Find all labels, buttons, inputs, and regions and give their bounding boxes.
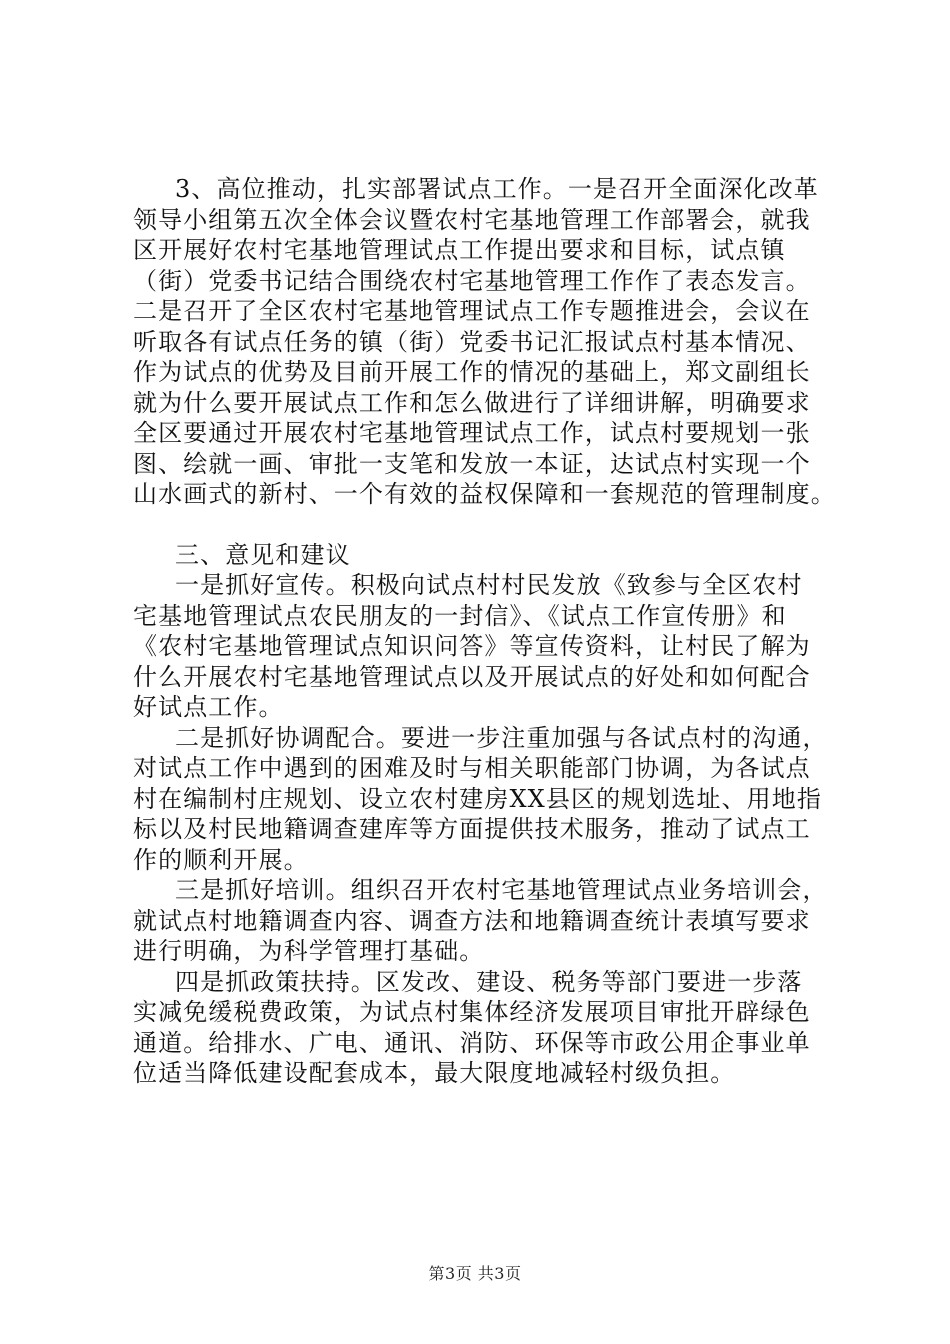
text-line: 什么开展农村宅基地管理试点以及开展试点的好处和如何配合 — [133, 662, 811, 691]
text-line: 《农村宅基地管理试点知识问答》等宣传资料，让村民了解为 — [133, 632, 811, 660]
text-line: 通道。给排水、广电、通讯、消防、环保等市政公用企事业单 — [133, 1028, 811, 1057]
text-line: 好试点工作。 — [133, 693, 284, 721]
text-line: 位适当降低建设配套成本，最大限度地减轻村级负担。 — [133, 1059, 736, 1087]
text-line: 就试点村地籍调查内容、调查方法和地籍调查统计表填写要求 — [133, 906, 811, 935]
text-line: 三是抓好培训。组织召开农村宅基地管理试点业务培训会， — [175, 876, 828, 904]
paragraph-publicity — [133, 570, 833, 723]
text-line: 领导小组第五次全体会议暨农村宅基地管理工作部署会，就我 — [133, 205, 811, 234]
text-line: 二是抓好协调配合。要进一步注重加强与各试点村的沟通， — [175, 723, 828, 752]
text-line: 四是抓政策扶持。区发改、建设、税务等部门要进一步落 — [175, 967, 803, 996]
section-heading-suggestions — [133, 540, 833, 571]
paragraph-policy-support — [133, 967, 833, 1089]
text-line: 区开展好农村宅基地管理试点工作提出要求和目标，试点镇 — [133, 236, 786, 264]
paragraph-deployment — [133, 174, 836, 510]
text-line: 就为什么要开展试点工作和怎么做进行了详细讲解，明确要求 — [133, 388, 811, 417]
text-line: 听取各有试点任务的镇（街）党委书记汇报试点村基本情况、 — [133, 327, 811, 356]
text-line: 进行明确，为科学管理打基础。 — [133, 937, 485, 965]
page-number-footer: 第3页 共3页 — [428, 1264, 522, 1283]
text-line: 作为试点的优势及目前开展工作的情况的基础上，郑文副组长 — [133, 358, 811, 386]
paragraph-training — [133, 875, 833, 967]
text-line: （街）党委书记结合围绕农村宅基地管理工作作了表态发言。 — [133, 266, 811, 295]
text-line: 作的顺利开展。 — [133, 845, 309, 874]
text-line: 一是抓好宣传。积极向试点村村民发放《致参与全区农村 — [175, 571, 803, 599]
text-line: 二是召开了全区农村宅基地管理试点工作专题推进会，会议在 — [133, 297, 811, 325]
heading-line: 三、意见和建议 — [175, 540, 351, 569]
text-line: 3、高位推动，扎实部署试点工作。一是召开全面深化改革 — [175, 175, 819, 203]
text-line: 宅基地管理试点农民朋友的一封信》、《试点工作宣传册》和 — [133, 601, 787, 630]
document-body — [133, 174, 836, 1089]
text-line: 山水画式的新村、一个有效的益权保障和一套规范的管理制度。 — [133, 480, 836, 508]
text-line: 实减免缓税费政策，为试点村集体经济发展项目审批开辟绿色 — [133, 998, 811, 1026]
text-line: 标以及村民地籍调查建库等方面提供技术服务，推动了试点工 — [133, 815, 811, 843]
text-line: 村在编制村庄规划、设立农村建房XX县区的规划选址、用地指 — [133, 784, 822, 813]
text-line: 对试点工作中遇到的困难及时与相关职能部门协调，为各试点 — [133, 754, 811, 782]
paragraph-coordination — [133, 723, 833, 876]
text-line: 全区要通过开展农村宅基地管理试点工作，试点村要规划一张 — [133, 419, 811, 447]
text-line: 图、绘就一画、审批一支笔和发放一本证，达试点村实现一个 — [133, 449, 811, 478]
